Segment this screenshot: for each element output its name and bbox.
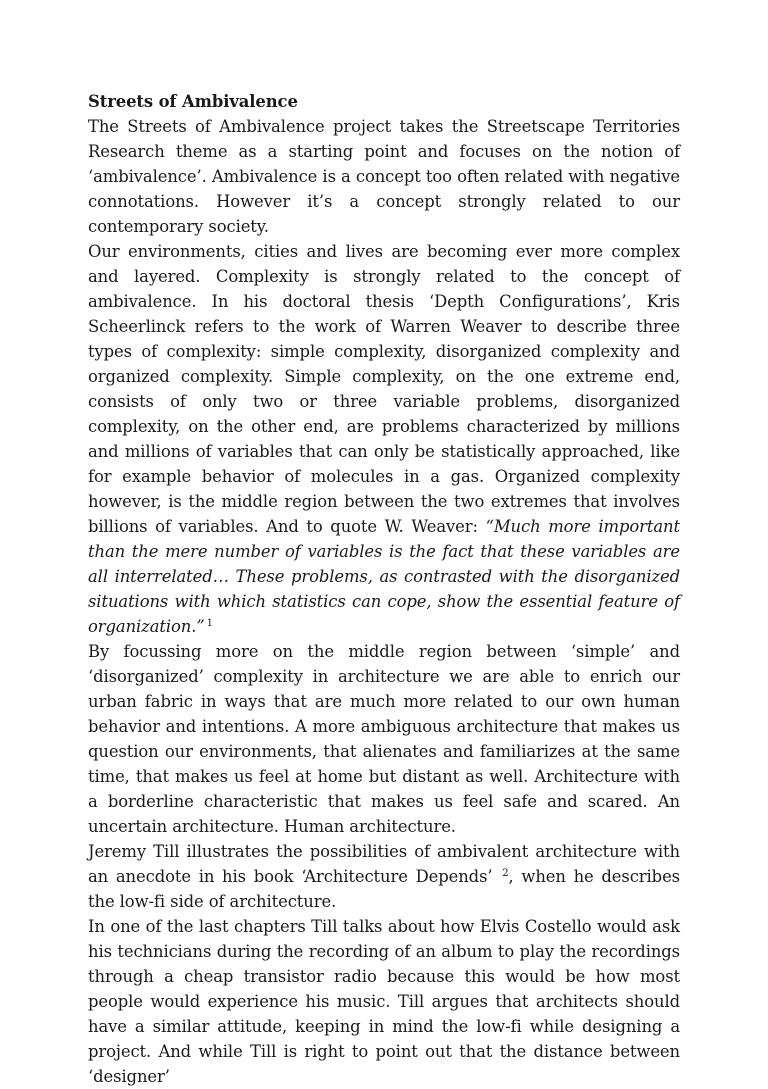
page-title: Streets of Ambivalence <box>88 92 298 111</box>
paragraph-till-text-end: , when he describes the low-fi side of architecture. <box>88 867 680 911</box>
paragraph-till <box>88 839 680 914</box>
footnote-marker-1: 1 <box>206 618 213 629</box>
paragraph-middle-region: By focussing more on the middle region between ‘simple’ and ‘disorganized’ complexity in architecture we are able to enrich our urban fabric in ways that are much more related to our own human behavior and intentions. A more ambiguous architecture that makes us question our environments, that alienates and familiarizes at the same time, that makes us feel at home but distant as well. Architecture with a borderline characteristic that makes us feel safe and scared. An uncertain architecture. Human architecture. <box>88 642 680 836</box>
paragraph-till-text: Jeremy Till illustrates the possibilities of ambivalent architecture with an anecdote in his book ‘Architecture Depends’ <box>88 842 680 886</box>
paragraph-costello: In one of the last chapters Till talks about how Elvis Costello would ask his technicians during the recording of an album to play the recordings through a cheap transistor radio because this would be how most people would experience his music. Till argues that architects should have a similar attitude, keeping in mind the low-fi while designing a project. And while Till is right to point out that the distance between ‘designer’ <box>88 917 680 1086</box>
paragraph-complexity-text: Our environments, cities and lives are becoming ever more complex and layered. Complexity is strongly related to the concept of ambivalence. In his doctoral thesis ‘Depth Configurations’, Kris Scheerlinck refers to the work of Warren Weaver to describe three types of complexity: simple complexity, disorganized complexity and organized complexity. Simple complexity, on the one extreme end, consists of only two or three variable problems, disorganized complexity, on the other end, are problems characterized by millions and millions of variables that can only be statistically approached, like for example behavior of molecules in a gas. Organized complexity however, is the middle region between the two extremes that involves billions of variables. And to quote W. Weaver: <box>88 242 680 536</box>
paragraph-intro: The Streets of Ambivalence project takes the Streetscape Territories Research theme as a starting point and focuses on the notion of ‘ambivalence’. Ambivalence is a concept too often related with negative connotations. However it’s a concept strongly related to our contemporary society. <box>88 117 680 236</box>
document-page <box>88 89 680 1089</box>
paragraph-complexity <box>88 239 680 639</box>
footnote-marker-2: 2 <box>502 868 509 879</box>
weaver-quote: “Much more important than the mere number of variables is the fact that these variables are all interrelated… These problems, as contrasted with the disorganized situations with which statistics can cope, show the essential feature of organization.” <box>88 517 680 636</box>
